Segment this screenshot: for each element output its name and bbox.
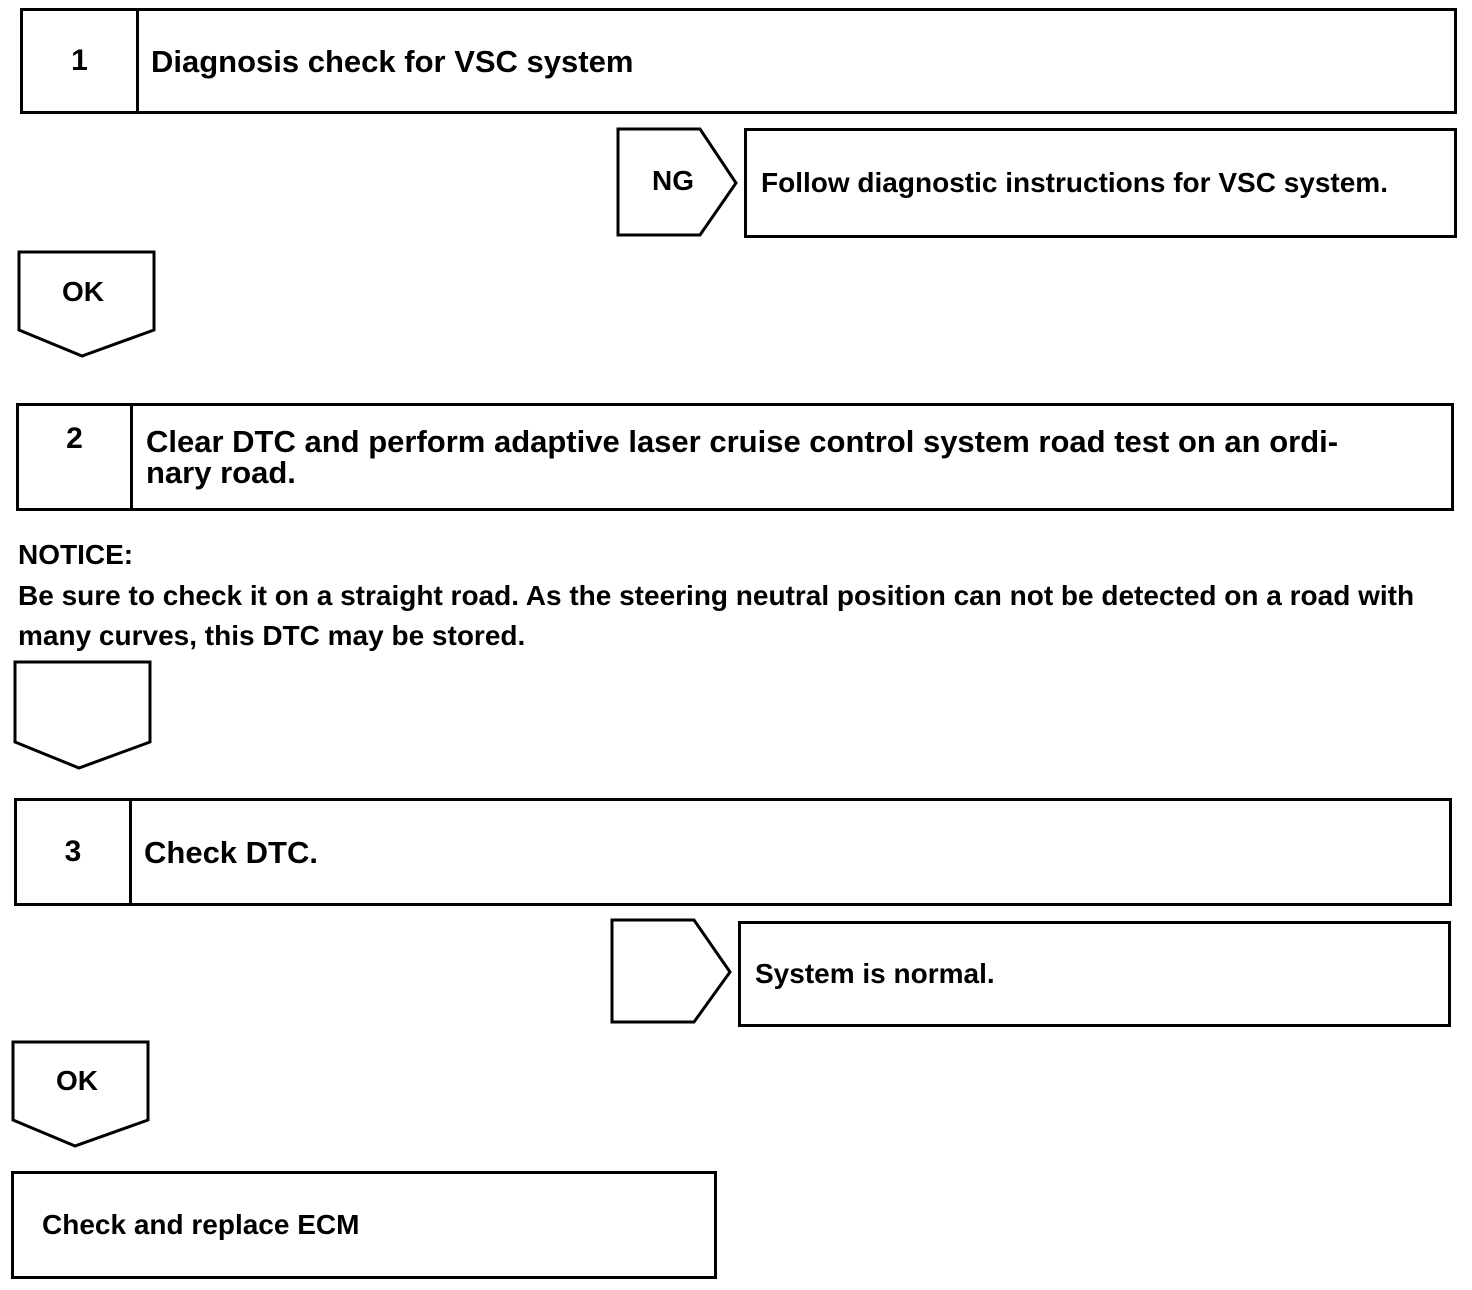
step-1-ng-result: Follow diagnostic instructions for VSC system. — [744, 128, 1457, 238]
step-3-text: Check DTC. — [144, 834, 318, 870]
notice-text: Be sure to check it on a straight road. As the steering neutral position can not be detected on a road with many curves, this DTC may be stored. — [18, 580, 1415, 651]
step-2-box — [16, 403, 1454, 511]
next-arrow-shape-2 — [13, 660, 153, 772]
step-1-number: 1 — [23, 11, 139, 111]
step-3-number: 3 — [17, 801, 132, 903]
side-arrow-shape-3 — [610, 918, 736, 1026]
ok-label-1: OK — [62, 276, 104, 307]
step-1-text: Diagnosis check for VSC system — [151, 43, 634, 79]
step-1-box — [20, 8, 1457, 114]
step-2-text: Clear DTC and perform adaptive laser cruise control system road test on an ordi- nary road. — [146, 424, 1339, 490]
final-action-box: Check and replace ECM — [11, 1171, 717, 1279]
notice-heading: NOTICE: — [18, 539, 134, 570]
step-2-number: 2 — [19, 406, 133, 508]
ok-label-3: OK — [56, 1065, 98, 1096]
step-3-box — [14, 798, 1452, 906]
ng-label: NG — [652, 165, 694, 196]
step-3-result: System is normal. — [738, 921, 1451, 1027]
